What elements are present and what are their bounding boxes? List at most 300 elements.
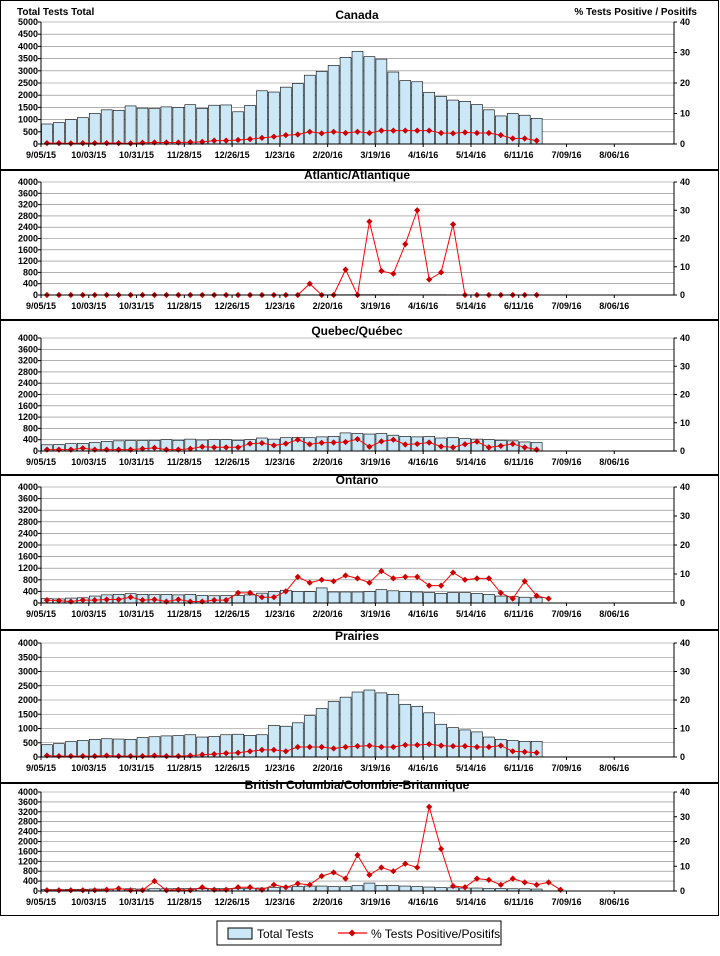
- panel-title: Quebec/Québec: [311, 324, 403, 338]
- x-tick-label: 1/23/16: [265, 763, 295, 773]
- x-tick-label: 4/16/16: [408, 763, 438, 773]
- bar: [400, 591, 411, 603]
- left-tick-label: 500: [23, 127, 38, 137]
- x-tick-label: 6/11/16: [504, 457, 534, 467]
- panel-title: Canada: [335, 8, 379, 22]
- left-tick-label: 4000: [18, 333, 38, 343]
- bar: [388, 591, 399, 603]
- bar: [197, 108, 208, 144]
- left-tick-label: 2400: [18, 378, 38, 388]
- bar: [495, 116, 506, 144]
- bar: [495, 596, 506, 603]
- left-tick-label: 2000: [18, 837, 38, 847]
- x-tick-label: 9/05/15: [26, 301, 56, 311]
- line-point: [378, 864, 384, 870]
- line-point: [402, 574, 408, 580]
- x-tick-label: 9/05/15: [26, 150, 56, 160]
- line-point: [402, 241, 408, 247]
- left-tick-label: 2000: [18, 390, 38, 400]
- bar: [471, 593, 482, 603]
- x-tick-label: 10/03/15: [71, 763, 106, 773]
- left-tick-label: 400: [23, 586, 38, 596]
- bar: [256, 735, 267, 757]
- x-tick-label: 1/23/16: [265, 457, 295, 467]
- left-tick-label: 0: [33, 446, 38, 456]
- line-point: [414, 864, 420, 870]
- panel-title: British Columbia/Colombie-Britannique: [245, 778, 470, 792]
- x-tick-label: 12/26/15: [215, 301, 250, 311]
- x-tick-label: 6/11/16: [504, 301, 534, 311]
- bar: [436, 96, 447, 144]
- line-point: [378, 268, 384, 274]
- right-tick-label: 0: [680, 886, 685, 896]
- x-tick-label: 4/16/16: [408, 897, 438, 907]
- right-tick-label: 40: [680, 482, 690, 492]
- right-tick-label: 30: [680, 205, 690, 215]
- x-tick-label: 2/20/16: [313, 609, 343, 619]
- left-tick-label: 1200: [18, 856, 38, 866]
- line-point: [319, 577, 325, 583]
- left-tick-label: 1600: [18, 401, 38, 411]
- bar: [412, 592, 423, 603]
- bar: [316, 886, 327, 891]
- x-tick-label: 5/14/16: [456, 897, 486, 907]
- right-tick-label: 40: [680, 177, 690, 187]
- right-tick-label: 20: [680, 540, 690, 550]
- left-tick-label: 800: [23, 267, 38, 277]
- line-point: [259, 887, 265, 893]
- panel-frame: [1, 171, 719, 320]
- left-tick-label: 2000: [18, 695, 38, 705]
- legend-bar-swatch: [228, 928, 252, 939]
- bar: [376, 885, 387, 891]
- line-point: [426, 276, 432, 282]
- line-point: [390, 868, 396, 874]
- panel-0: [1, 1, 719, 170]
- bar: [364, 883, 375, 891]
- bar: [436, 593, 447, 603]
- line-point: [331, 578, 337, 584]
- bar: [448, 593, 459, 603]
- x-tick-label: 5/14/16: [456, 301, 486, 311]
- x-tick-label: 10/31/15: [119, 457, 154, 467]
- right-tick-label: 40: [680, 333, 690, 343]
- x-tick-label: 10/03/15: [71, 150, 106, 160]
- left-tick-label: 3600: [18, 344, 38, 354]
- x-tick-label: 12/26/15: [215, 457, 250, 467]
- x-tick-label: 7/09/16: [551, 897, 581, 907]
- bar: [292, 723, 303, 757]
- x-tick-label: 2/20/16: [313, 763, 343, 773]
- bar: [292, 887, 303, 891]
- x-tick-label: 7/09/16: [551, 609, 581, 619]
- left-tick-label: 2800: [18, 367, 38, 377]
- x-tick-label: 11/28/15: [167, 609, 202, 619]
- left-tick-label: 3000: [18, 66, 38, 76]
- x-tick-label: 2/20/16: [313, 897, 343, 907]
- x-tick-label: 11/28/15: [167, 150, 202, 160]
- bar: [137, 108, 148, 144]
- x-tick-label: 8/06/16: [599, 897, 629, 907]
- x-tick-label: 9/05/15: [26, 457, 56, 467]
- legend: [217, 921, 501, 945]
- bar: [304, 716, 315, 757]
- x-tick-label: 1/23/16: [265, 609, 295, 619]
- right-tick-label: 30: [680, 511, 690, 521]
- x-tick-label: 5/14/16: [456, 609, 486, 619]
- bar: [400, 81, 411, 144]
- line-point: [319, 873, 325, 879]
- panel-title: Ontario: [336, 473, 379, 487]
- line-point: [223, 887, 229, 893]
- left-tick-label: 2800: [18, 211, 38, 221]
- right-axis-header: % Tests Positive / Positifs: [574, 7, 697, 18]
- panel-frame: [1, 784, 719, 916]
- bar: [424, 92, 435, 144]
- panel-title: Atlantic/Atlantique: [304, 168, 410, 182]
- left-tick-label: 1600: [18, 846, 38, 856]
- line-point: [175, 887, 181, 893]
- x-tick-label: 3/19/16: [360, 897, 390, 907]
- line-point: [498, 882, 504, 888]
- x-tick-label: 4/16/16: [408, 301, 438, 311]
- x-tick-label: 3/19/16: [360, 301, 390, 311]
- left-tick-label: 1000: [18, 724, 38, 734]
- right-tick-label: 30: [680, 812, 690, 822]
- bar: [125, 106, 136, 144]
- left-tick-label: 3500: [18, 652, 38, 662]
- x-tick-label: 7/09/16: [551, 150, 581, 160]
- x-tick-label: 8/06/16: [599, 457, 629, 467]
- x-tick-label: 4/16/16: [408, 457, 438, 467]
- x-tick-label: 10/31/15: [119, 150, 154, 160]
- x-tick-label: 3/19/16: [360, 763, 390, 773]
- panel-2: [1, 321, 719, 475]
- left-tick-label: 1600: [18, 245, 38, 255]
- x-tick-label: 8/06/16: [599, 763, 629, 773]
- panel-3: [1, 473, 719, 630]
- x-tick-label: 6/11/16: [504, 897, 534, 907]
- x-tick-label: 10/03/15: [71, 609, 106, 619]
- x-tick-label: 12/26/15: [215, 763, 250, 773]
- right-tick-label: 10: [680, 861, 690, 871]
- line-point: [104, 887, 110, 893]
- series-line: [47, 210, 537, 295]
- right-tick-label: 0: [680, 139, 685, 149]
- x-tick-label: 2/20/16: [313, 150, 343, 160]
- bar: [424, 887, 435, 891]
- bar: [483, 110, 494, 144]
- left-tick-label: 4000: [18, 787, 38, 797]
- x-tick-label: 4/16/16: [408, 150, 438, 160]
- line-point: [354, 575, 360, 581]
- x-tick-label: 3/19/16: [360, 150, 390, 160]
- panel-5: [1, 778, 719, 916]
- left-tick-label: 800: [23, 423, 38, 433]
- x-tick-label: 9/05/15: [26, 897, 56, 907]
- left-tick-label: 2500: [18, 78, 38, 88]
- x-tick-label: 12/26/15: [215, 897, 250, 907]
- bar: [460, 101, 471, 144]
- x-tick-label: 12/26/15: [215, 609, 250, 619]
- line-point: [438, 269, 444, 275]
- line-point: [307, 580, 313, 586]
- line-point: [92, 887, 98, 893]
- x-tick-label: 5/14/16: [456, 763, 486, 773]
- x-tick-label: 6/11/16: [504, 763, 534, 773]
- bar: [89, 114, 100, 145]
- line-point: [545, 596, 551, 602]
- left-tick-label: 3600: [18, 188, 38, 198]
- right-tick-label: 0: [680, 290, 685, 300]
- left-tick-label: 2400: [18, 827, 38, 837]
- line-point: [414, 207, 420, 213]
- bar: [101, 110, 112, 144]
- left-tick-label: 3200: [18, 356, 38, 366]
- right-tick-label: 30: [680, 667, 690, 677]
- panel-title: Prairies: [335, 629, 379, 643]
- bar: [412, 82, 423, 144]
- x-tick-label: 11/28/15: [167, 763, 202, 773]
- left-tick-label: 800: [23, 575, 38, 585]
- x-tick-label: 7/09/16: [551, 763, 581, 773]
- bar: [400, 704, 411, 757]
- line-point: [342, 266, 348, 272]
- x-tick-label: 7/09/16: [551, 301, 581, 311]
- x-tick-label: 10/03/15: [71, 301, 106, 311]
- legend-line-label: % Tests Positive/Positifs: [371, 927, 500, 941]
- left-tick-label: 4000: [18, 638, 38, 648]
- left-tick-label: 0: [33, 290, 38, 300]
- bar: [161, 107, 172, 144]
- bar: [364, 591, 375, 603]
- left-tick-label: 2500: [18, 681, 38, 691]
- x-tick-label: 10/03/15: [71, 897, 106, 907]
- left-tick-label: 2400: [18, 528, 38, 538]
- bar: [412, 706, 423, 757]
- right-tick-label: 0: [680, 598, 685, 608]
- line-point: [211, 887, 217, 893]
- left-tick-label: 1200: [18, 412, 38, 422]
- bar: [376, 590, 387, 603]
- line-point: [366, 872, 372, 878]
- right-tick-label: 40: [680, 638, 690, 648]
- right-tick-label: 30: [680, 361, 690, 371]
- bar: [424, 593, 435, 603]
- line-point: [44, 887, 50, 893]
- bar: [316, 588, 327, 603]
- x-tick-label: 6/11/16: [504, 150, 534, 160]
- bar: [340, 887, 351, 891]
- bar: [185, 105, 196, 144]
- x-tick-label: 10/31/15: [119, 301, 154, 311]
- x-tick-label: 2/20/16: [313, 457, 343, 467]
- x-tick-label: 2/20/16: [313, 301, 343, 311]
- line-point: [342, 572, 348, 578]
- bar: [448, 100, 459, 144]
- x-tick-label: 1/23/16: [265, 150, 295, 160]
- x-tick-label: 8/06/16: [599, 609, 629, 619]
- bar: [448, 728, 459, 757]
- panels-group: [1, 1, 719, 916]
- left-tick-label: 5000: [18, 17, 38, 27]
- left-tick-label: 1200: [18, 563, 38, 573]
- bar: [340, 592, 351, 603]
- left-tick-label: 2000: [18, 234, 38, 244]
- bar: [173, 107, 184, 144]
- panel-4: [1, 629, 719, 783]
- right-tick-label: 0: [680, 752, 685, 762]
- right-tick-label: 40: [680, 787, 690, 797]
- x-tick-label: 10/31/15: [119, 763, 154, 773]
- bar: [519, 597, 530, 603]
- x-tick-label: 3/19/16: [360, 609, 390, 619]
- left-tick-label: 400: [23, 435, 38, 445]
- left-tick-label: 2000: [18, 90, 38, 100]
- left-tick-label: 4000: [18, 41, 38, 51]
- left-tick-label: 3200: [18, 505, 38, 515]
- left-tick-label: 1600: [18, 552, 38, 562]
- bar: [292, 591, 303, 603]
- right-tick-label: 20: [680, 695, 690, 705]
- line-point: [187, 887, 193, 893]
- legend-bar-label: Total Tests: [257, 927, 313, 941]
- line-point: [426, 804, 432, 810]
- bar: [424, 713, 435, 757]
- right-tick-label: 10: [680, 109, 690, 119]
- right-tick-label: 20: [680, 837, 690, 847]
- left-tick-label: 2800: [18, 517, 38, 527]
- x-tick-label: 8/06/16: [599, 301, 629, 311]
- left-tick-label: 0: [33, 886, 38, 896]
- bar: [328, 887, 339, 891]
- bar: [460, 593, 471, 603]
- x-tick-label: 9/05/15: [26, 609, 56, 619]
- bar: [233, 595, 244, 603]
- x-tick-label: 10/31/15: [119, 609, 154, 619]
- x-tick-label: 10/03/15: [71, 457, 106, 467]
- right-tick-label: 10: [680, 724, 690, 734]
- line-point: [390, 271, 396, 277]
- line-point: [354, 852, 360, 858]
- series-line: [47, 807, 561, 890]
- x-tick-label: 4/16/16: [408, 609, 438, 619]
- panel-1: [1, 168, 719, 320]
- x-tick-label: 11/28/15: [167, 897, 202, 907]
- bar: [436, 888, 447, 891]
- x-tick-label: 11/28/15: [167, 457, 202, 467]
- line-point: [450, 221, 456, 227]
- left-tick-label: 4000: [18, 177, 38, 187]
- line-point: [390, 575, 396, 581]
- bar: [352, 592, 363, 603]
- line-point: [545, 879, 551, 885]
- left-axis-header: Total Tests Total: [17, 7, 94, 18]
- line-point: [80, 887, 86, 893]
- left-tick-label: 0: [33, 139, 38, 149]
- left-tick-label: 1000: [18, 115, 38, 125]
- left-tick-label: 4000: [18, 482, 38, 492]
- line-point: [474, 575, 480, 581]
- left-tick-label: 3500: [18, 54, 38, 64]
- bar: [436, 724, 447, 757]
- x-tick-label: 1/23/16: [265, 897, 295, 907]
- x-tick-label: 1/23/16: [265, 301, 295, 311]
- left-tick-label: 3600: [18, 494, 38, 504]
- left-tick-label: 1500: [18, 709, 38, 719]
- bar: [328, 592, 339, 603]
- left-tick-label: 3200: [18, 200, 38, 210]
- right-tick-label: 40: [680, 17, 690, 27]
- right-tick-label: 10: [680, 418, 690, 428]
- right-tick-label: 30: [680, 48, 690, 58]
- right-tick-label: 0: [680, 446, 685, 456]
- line-point: [127, 887, 133, 893]
- x-tick-label: 5/14/16: [456, 150, 486, 160]
- line-point: [366, 218, 372, 224]
- left-tick-label: 400: [23, 876, 38, 886]
- left-tick-label: 500: [23, 738, 38, 748]
- x-tick-label: 8/06/16: [599, 150, 629, 160]
- left-tick-label: 3000: [18, 667, 38, 677]
- x-tick-label: 7/09/16: [551, 457, 581, 467]
- line-point: [56, 887, 62, 893]
- left-tick-label: 0: [33, 752, 38, 762]
- bar: [352, 886, 363, 891]
- right-tick-label: 20: [680, 234, 690, 244]
- bar: [245, 595, 256, 603]
- bar: [412, 887, 423, 891]
- bar: [388, 886, 399, 891]
- x-tick-label: 5/14/16: [456, 457, 486, 467]
- left-tick-label: 0: [33, 598, 38, 608]
- x-tick-label: 10/31/15: [119, 897, 154, 907]
- line-point: [486, 877, 492, 883]
- left-tick-label: 3600: [18, 797, 38, 807]
- line-point: [331, 869, 337, 875]
- x-tick-label: 11/28/15: [167, 301, 202, 311]
- bar: [113, 110, 124, 144]
- right-tick-label: 20: [680, 78, 690, 88]
- bar: [471, 104, 482, 144]
- left-tick-label: 4500: [18, 29, 38, 39]
- left-tick-label: 3200: [18, 807, 38, 817]
- left-tick-label: 1500: [18, 102, 38, 112]
- left-tick-label: 2400: [18, 222, 38, 232]
- x-tick-label: 12/26/15: [215, 150, 250, 160]
- line-point: [534, 882, 540, 888]
- line-point: [462, 577, 468, 583]
- right-tick-label: 10: [680, 569, 690, 579]
- left-tick-label: 2000: [18, 540, 38, 550]
- left-tick-label: 800: [23, 866, 38, 876]
- line-point: [235, 590, 241, 596]
- x-tick-label: 9/05/15: [26, 763, 56, 773]
- x-tick-label: 3/19/16: [360, 457, 390, 467]
- bar: [400, 886, 411, 891]
- left-tick-label: 1200: [18, 256, 38, 266]
- left-tick-label: 400: [23, 279, 38, 289]
- line-point: [557, 887, 563, 893]
- x-tick-label: 6/11/16: [504, 609, 534, 619]
- bar: [483, 594, 494, 603]
- line-point: [522, 879, 528, 885]
- left-tick-label: 2800: [18, 817, 38, 827]
- bar: [149, 109, 160, 144]
- bar: [304, 592, 315, 603]
- line-point: [68, 887, 74, 893]
- right-tick-label: 10: [680, 262, 690, 272]
